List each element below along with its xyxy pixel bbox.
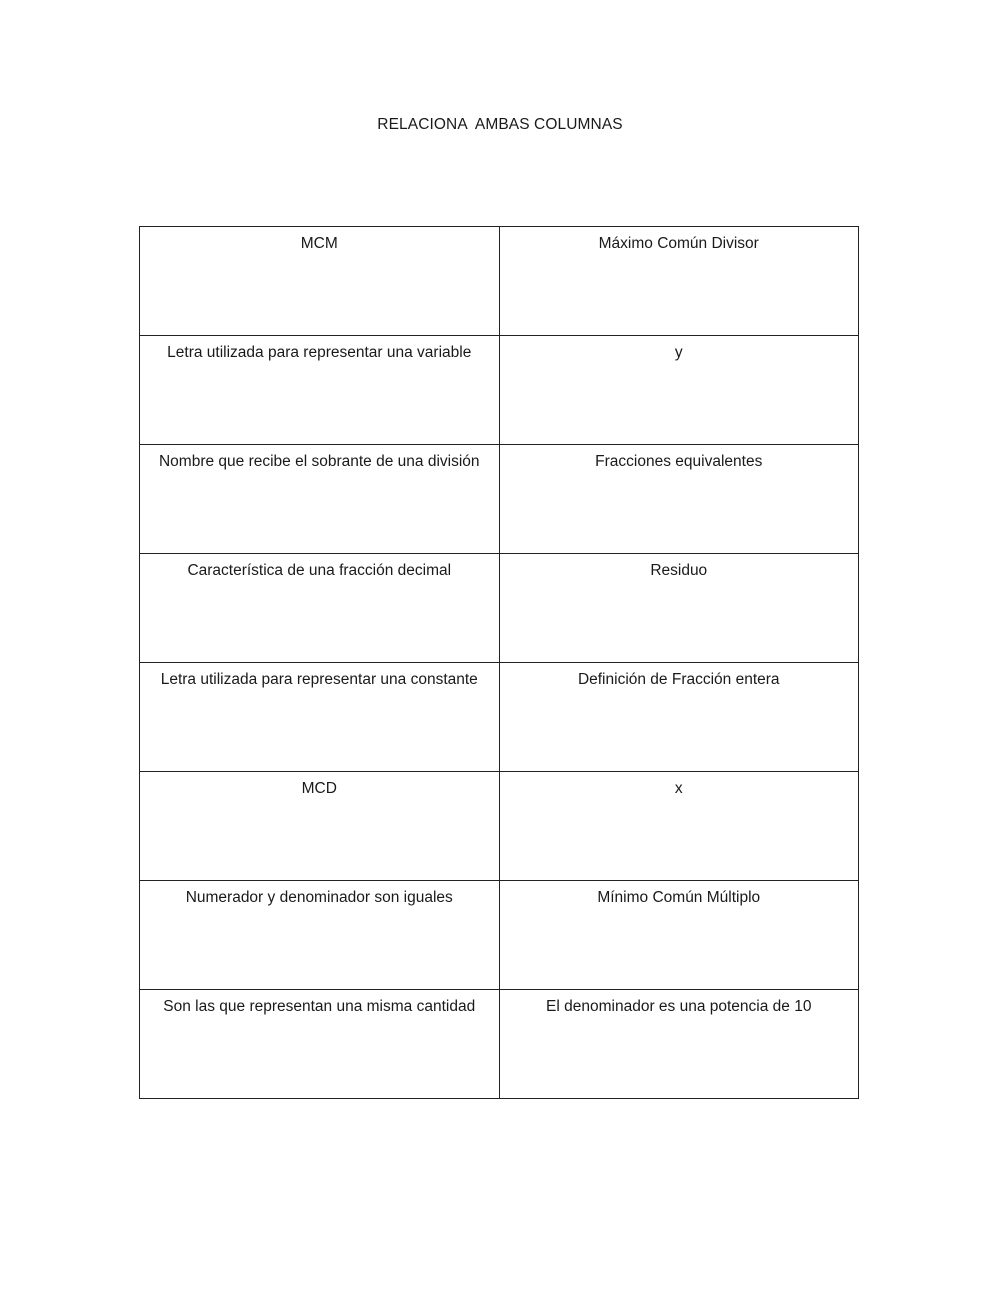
left-column-cell: Nombre que recibe el sobrante de una división — [140, 445, 500, 554]
right-column-cell: Residuo — [499, 554, 859, 663]
table-row — [140, 554, 859, 663]
left-column-cell: Son las que representan una misma cantidad — [140, 990, 500, 1099]
page-title: RELACIONA AMBAS COLUMNAS — [377, 116, 623, 133]
right-column-cell: x — [499, 772, 859, 881]
left-column-cell: Letra utilizada para representar una variable — [140, 336, 500, 445]
right-column-cell: Fracciones equivalentes — [499, 445, 859, 554]
table-row — [140, 663, 859, 772]
right-column-cell: Definición de Fracción entera — [499, 663, 859, 772]
table-row — [140, 881, 859, 990]
table-row — [140, 336, 859, 445]
left-column-cell: Letra utilizada para representar una constante — [140, 663, 500, 772]
left-column-cell: MCD — [140, 772, 500, 881]
left-column-cell: MCM — [140, 227, 500, 336]
left-column-cell: Característica de una fracción decimal — [140, 554, 500, 663]
table-row — [140, 445, 859, 554]
right-column-cell: y — [499, 336, 859, 445]
table-row — [140, 227, 859, 336]
left-column-cell: Numerador y denominador son iguales — [140, 881, 500, 990]
table-row — [140, 990, 859, 1099]
matching-table — [139, 226, 859, 1099]
right-column-cell: El denominador es una potencia de 10 — [499, 990, 859, 1099]
table-row — [140, 772, 859, 881]
right-column-cell: Mínimo Común Múltiplo — [499, 881, 859, 990]
right-column-cell: Máximo Común Divisor — [499, 227, 859, 336]
